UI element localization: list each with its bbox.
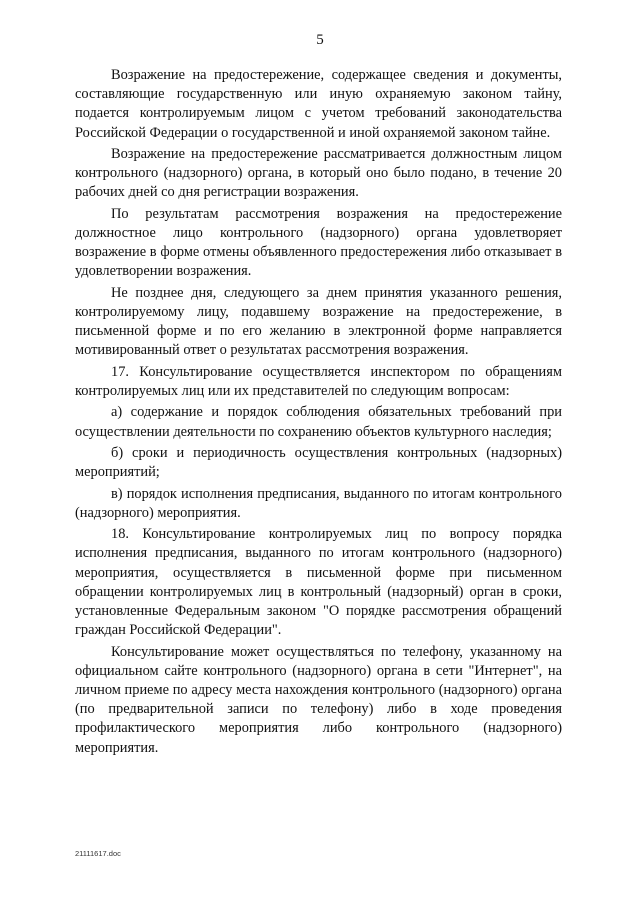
paragraph-18-consulting: 18. Консультирование контролируемых лиц по вопросу порядка исполнения предписания, выданного по итогам контрольного (надзорного) мероприятия, осуществляется в письменной форме при письменном обращении контролируемых лиц в контрольный (надзорный) орган в сроки, установленные Федеральным законом "О порядке рассмотрения обращений граждан Российской Федерации". [75,526,562,639]
paragraph-17-a: а) содержание и порядок соблюдения обязательных требований при осуществлении деятельности по сохранению объектов культурного наследия; [75,404,562,440]
paragraph-17-b: б) сроки и периодичность осуществления контрольных (надзорных) мероприятий; [75,444,562,481]
paragraph-objection-result: По результатам рассмотрения возражения на предостережение должностное лицо контрольного (надзорного) органа удовлетворяет возражение в форме отмены объявленного предостережения либо отказывает в удовлетворении возражения. [75,205,562,280]
paragraph-objection-answer: Не позднее дня, следующего за днем принятия указанного решения, контролируемому лицу, подавшему возражение на предостережение, в письменной форме и по его желанию в электронной форме направляется мотивированный ответ о результатах рассмотрения возражения. [75,284,562,359]
paragraph-17-consulting: 17. Консультирование осуществляется инспектором по обращениям контролируемых лиц или их представителей по следующим вопросам: [75,363,562,399]
paragraph-objection-secret: Возражение на предостережение, содержащее сведения и документы, составляющие государственную или иную охраняемую законом тайну, подается контролируемым лицом с учетом требований законодательства Российской Федерации о государственной и иной охраняемой законом тайне. [75,67,562,141]
document-body [75,66,562,760]
page-number: 5 [316,32,324,48]
file-name-footer: 21111617.doc [75,849,121,858]
paragraph-consulting-channels: Консультирование может осуществляться по телефону, указанному на официальном сайте контрольного (надзорного) органа в сети "Интернет", на личном приеме по адресу места нахождения контрольного (надзорного) органа (по предварительной записи по телефону) либо в ходе проведения профилактического мероприятия либо контрольного (надзорного) мероприятия. [75,643,562,756]
paragraph-objection-review: Возражение на предостережение рассматривается должностным лицом контрольного (надзорного) органа, в который оно было подано, в течение 20 рабочих дней со дня регистрации возражения. [75,146,562,201]
paragraph-17-c: в) порядок исполнения предписания, выданного по итогам контрольного (надзорного) мероприятия. [75,485,562,521]
